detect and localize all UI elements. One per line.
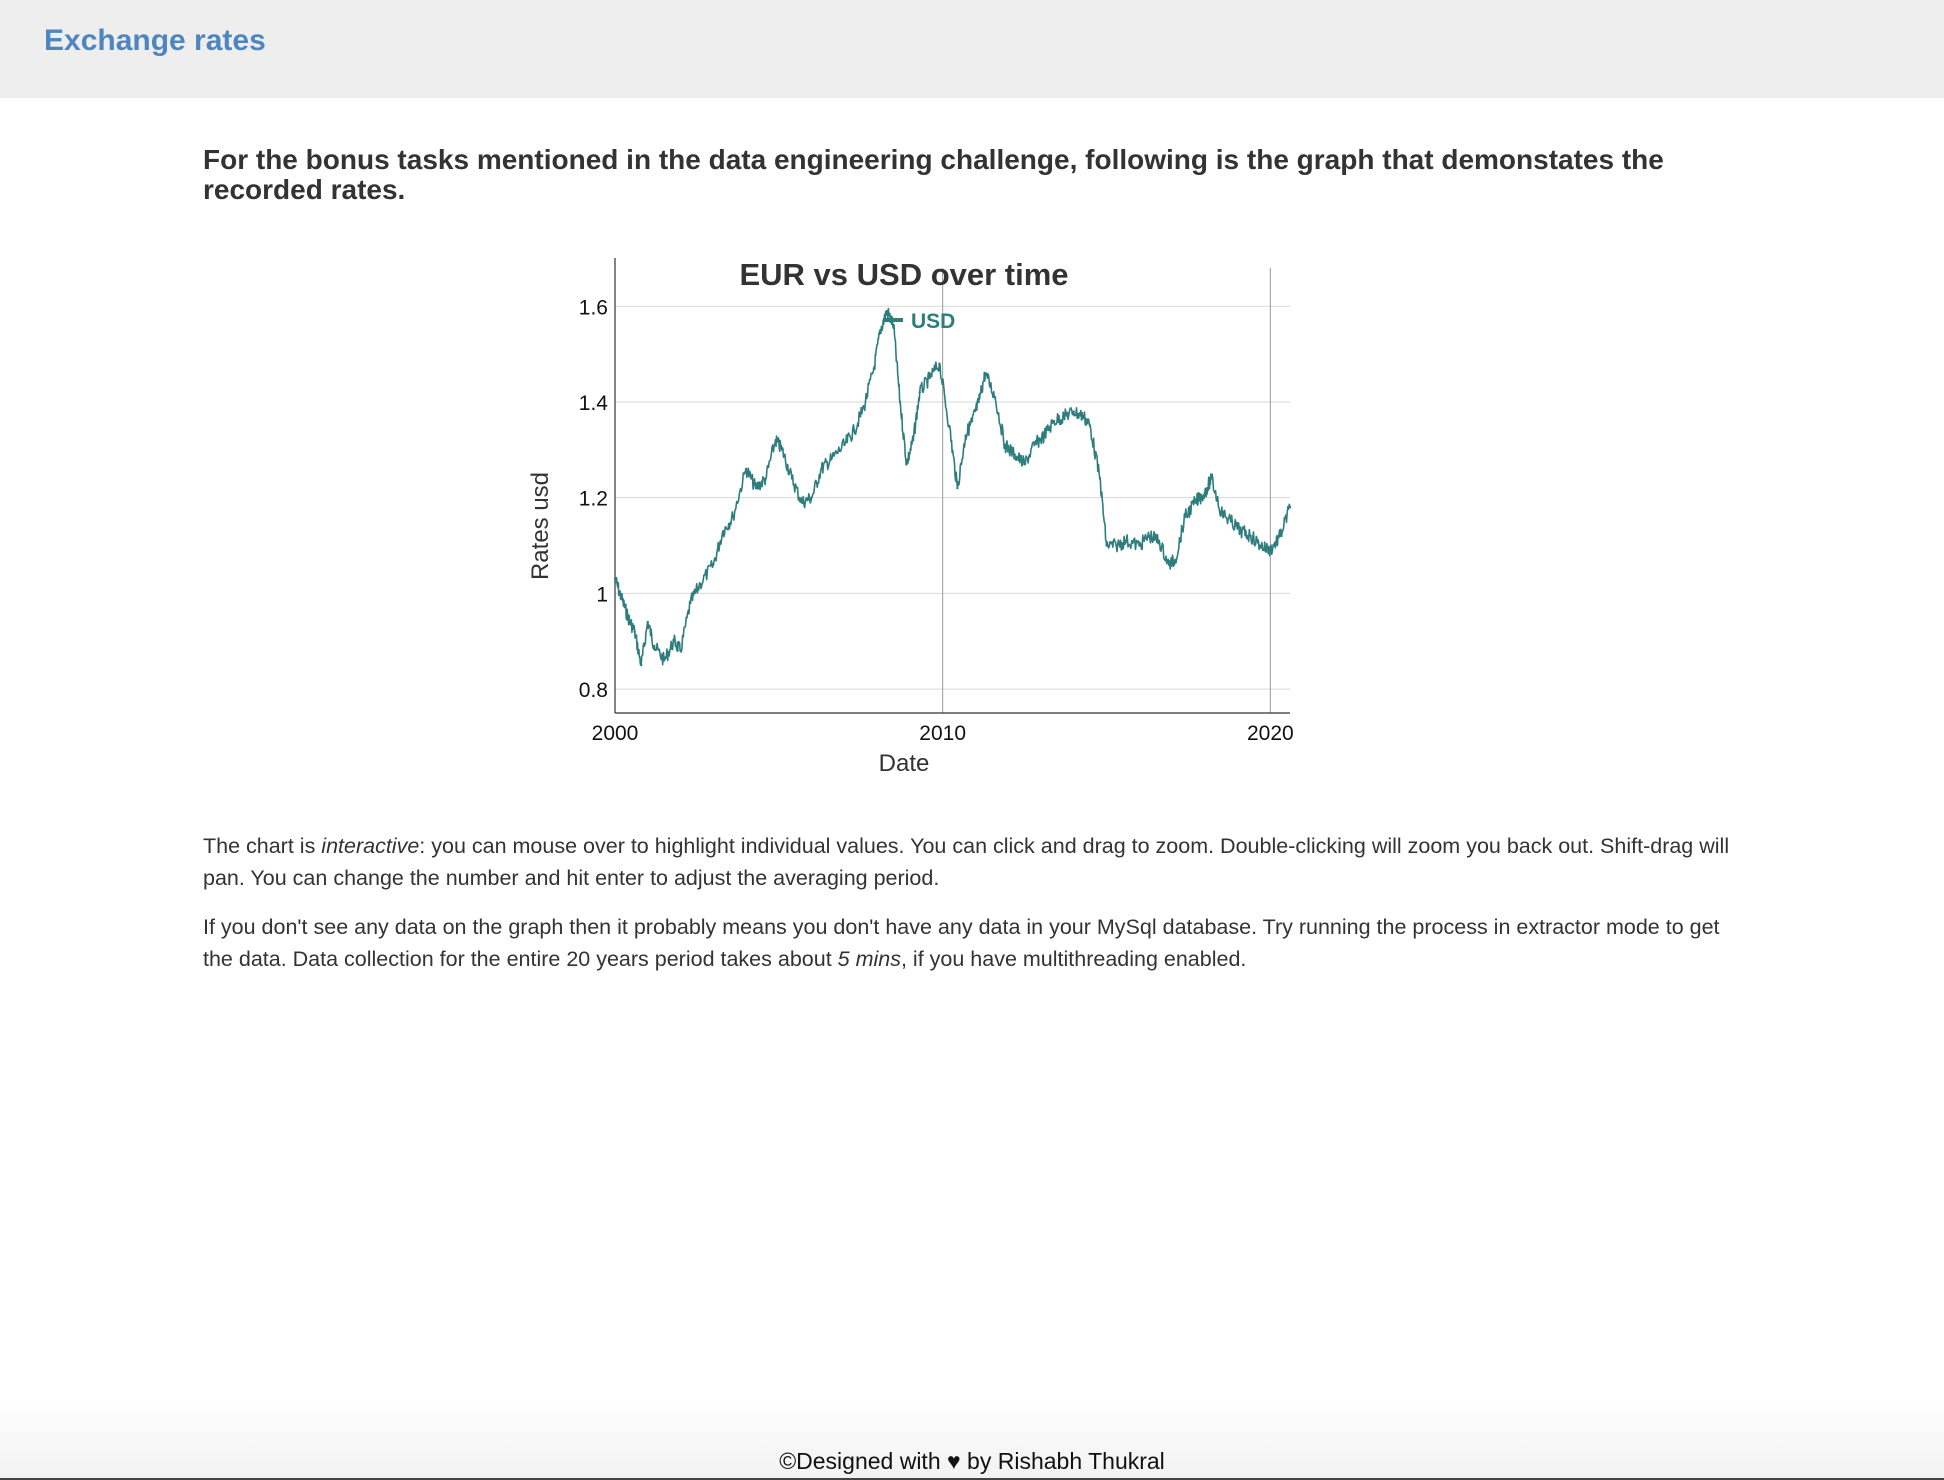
data-point bbox=[1014, 453, 1016, 455]
y-axis-label: Rates usd bbox=[527, 471, 554, 581]
data-point bbox=[994, 396, 996, 398]
data-point bbox=[722, 530, 724, 532]
data-point bbox=[1148, 535, 1150, 537]
series-points-usd bbox=[614, 310, 1291, 666]
x-tick-label: 2020 bbox=[1246, 722, 1294, 745]
data-point bbox=[663, 659, 665, 661]
data-point bbox=[892, 324, 894, 326]
data-point bbox=[1220, 511, 1222, 513]
footer bbox=[0, 1400, 1944, 1480]
chart-title: EUR vs USD over time bbox=[739, 258, 1069, 292]
data-point bbox=[1089, 425, 1091, 427]
data-point bbox=[732, 516, 734, 518]
data-point bbox=[1053, 420, 1055, 422]
data-point bbox=[653, 645, 655, 647]
data-point bbox=[820, 468, 822, 470]
p2-emphasis: 5 mins bbox=[837, 947, 901, 971]
x-tick-label: 2010 bbox=[919, 722, 967, 745]
navbar bbox=[0, 0, 1944, 98]
x-axis-label: Date bbox=[878, 750, 930, 777]
data-point bbox=[640, 664, 642, 666]
chart-svg[interactable] bbox=[520, 258, 1300, 788]
data-point bbox=[1033, 444, 1035, 446]
data-point bbox=[699, 583, 701, 585]
data-point bbox=[879, 329, 881, 331]
data-point bbox=[978, 401, 980, 403]
data-point bbox=[1210, 477, 1212, 479]
data-point bbox=[905, 463, 907, 465]
data-point bbox=[886, 310, 888, 312]
data-point bbox=[679, 650, 681, 652]
series-line-usd[interactable] bbox=[615, 309, 1290, 666]
data-point bbox=[1105, 544, 1107, 546]
data-point bbox=[948, 425, 950, 427]
p1-text-end: : you can mouse over to highlight individual values. You can click and drag to zoom. Double-clicking will zoom you back out. Shift-drag will pan. You can change the number and hit enter to adjust the averaging period. bbox=[203, 834, 1730, 890]
data-point bbox=[971, 420, 973, 422]
p2-text-start: If you don't see any data on the graph then it probably means you don't have any data in your MySql database. Try running the process in extractor mode to get the data. Data collection for the entire 20 years period takes about bbox=[203, 915, 1720, 971]
legend-label-usd: USD bbox=[911, 310, 956, 333]
data-point bbox=[647, 621, 649, 623]
footer-credit: ©Designed with ♥ by Rishabh Thukral bbox=[779, 1448, 1165, 1474]
data-point bbox=[1279, 535, 1281, 537]
data-point bbox=[912, 439, 914, 441]
data-point bbox=[620, 597, 622, 599]
data-point bbox=[919, 391, 921, 393]
data-point bbox=[1004, 444, 1006, 446]
data-point bbox=[956, 487, 958, 489]
data-point bbox=[853, 429, 855, 431]
y-axis-ticks bbox=[579, 296, 609, 702]
data-point bbox=[1043, 434, 1045, 436]
data-point bbox=[614, 578, 616, 580]
data-point bbox=[1230, 520, 1232, 522]
data-point bbox=[938, 362, 940, 364]
data-point bbox=[1023, 463, 1025, 465]
data-point bbox=[1138, 544, 1140, 546]
data-point bbox=[1174, 559, 1176, 561]
data-point bbox=[810, 496, 812, 498]
y-tick-label: 1.2 bbox=[578, 487, 608, 511]
data-point bbox=[1158, 540, 1160, 542]
data-point bbox=[1259, 544, 1261, 546]
data-point bbox=[1269, 549, 1271, 551]
chart-grid bbox=[615, 268, 1290, 713]
p2-text-end: , if you have multithreading enabled. bbox=[900, 947, 1247, 971]
data-point bbox=[1099, 477, 1101, 479]
exchange-rate-chart[interactable] bbox=[520, 258, 1300, 788]
data-point bbox=[755, 487, 757, 489]
data-point bbox=[1063, 415, 1065, 417]
data-point bbox=[1184, 516, 1186, 518]
y-tick-label: 1.6 bbox=[578, 296, 608, 320]
data-point bbox=[689, 602, 691, 604]
p1-emphasis: interactive bbox=[321, 834, 420, 858]
data-point bbox=[1194, 501, 1196, 503]
data-point bbox=[863, 406, 865, 408]
data-point bbox=[765, 477, 767, 479]
data-point bbox=[873, 367, 875, 369]
y-tick-label: 1.4 bbox=[578, 391, 608, 415]
data-point bbox=[928, 377, 930, 379]
data-point bbox=[1289, 506, 1291, 508]
data-point bbox=[745, 468, 747, 470]
data-point bbox=[801, 501, 803, 503]
data-point bbox=[1125, 540, 1127, 542]
data-point bbox=[781, 449, 783, 451]
x-tick-label: 2000 bbox=[591, 722, 639, 745]
x-axis-ticks bbox=[592, 722, 1294, 745]
data-point bbox=[1240, 530, 1242, 532]
p1-text-start: The chart is bbox=[203, 834, 322, 858]
data-point bbox=[712, 563, 714, 565]
chart-help-paragraph bbox=[203, 830, 1753, 894]
data-point bbox=[791, 477, 793, 479]
data-point bbox=[899, 401, 901, 403]
y-tick-label: 0.8 bbox=[578, 679, 608, 703]
data-point bbox=[1249, 535, 1251, 537]
data-point bbox=[1115, 544, 1117, 546]
data-point bbox=[1204, 492, 1206, 494]
intro-heading: For the bonus tasks mentioned in the data engineering challenge, following is the graph that demonstates the recorded rates. bbox=[203, 144, 1664, 205]
data-point bbox=[830, 458, 832, 460]
data-point bbox=[627, 616, 629, 618]
data-point bbox=[1073, 410, 1075, 412]
y-tick-label: 1 bbox=[596, 583, 608, 607]
data-point bbox=[984, 372, 986, 374]
data-point bbox=[843, 444, 845, 446]
data-point bbox=[1082, 415, 1084, 417]
navbar-brand-link[interactable]: Exchange rates bbox=[44, 24, 266, 57]
data-point bbox=[673, 640, 675, 642]
data-point bbox=[964, 434, 966, 436]
data-point bbox=[633, 630, 635, 632]
data-point bbox=[774, 439, 776, 441]
no-data-paragraph bbox=[203, 911, 1753, 975]
data-point bbox=[1168, 563, 1170, 565]
